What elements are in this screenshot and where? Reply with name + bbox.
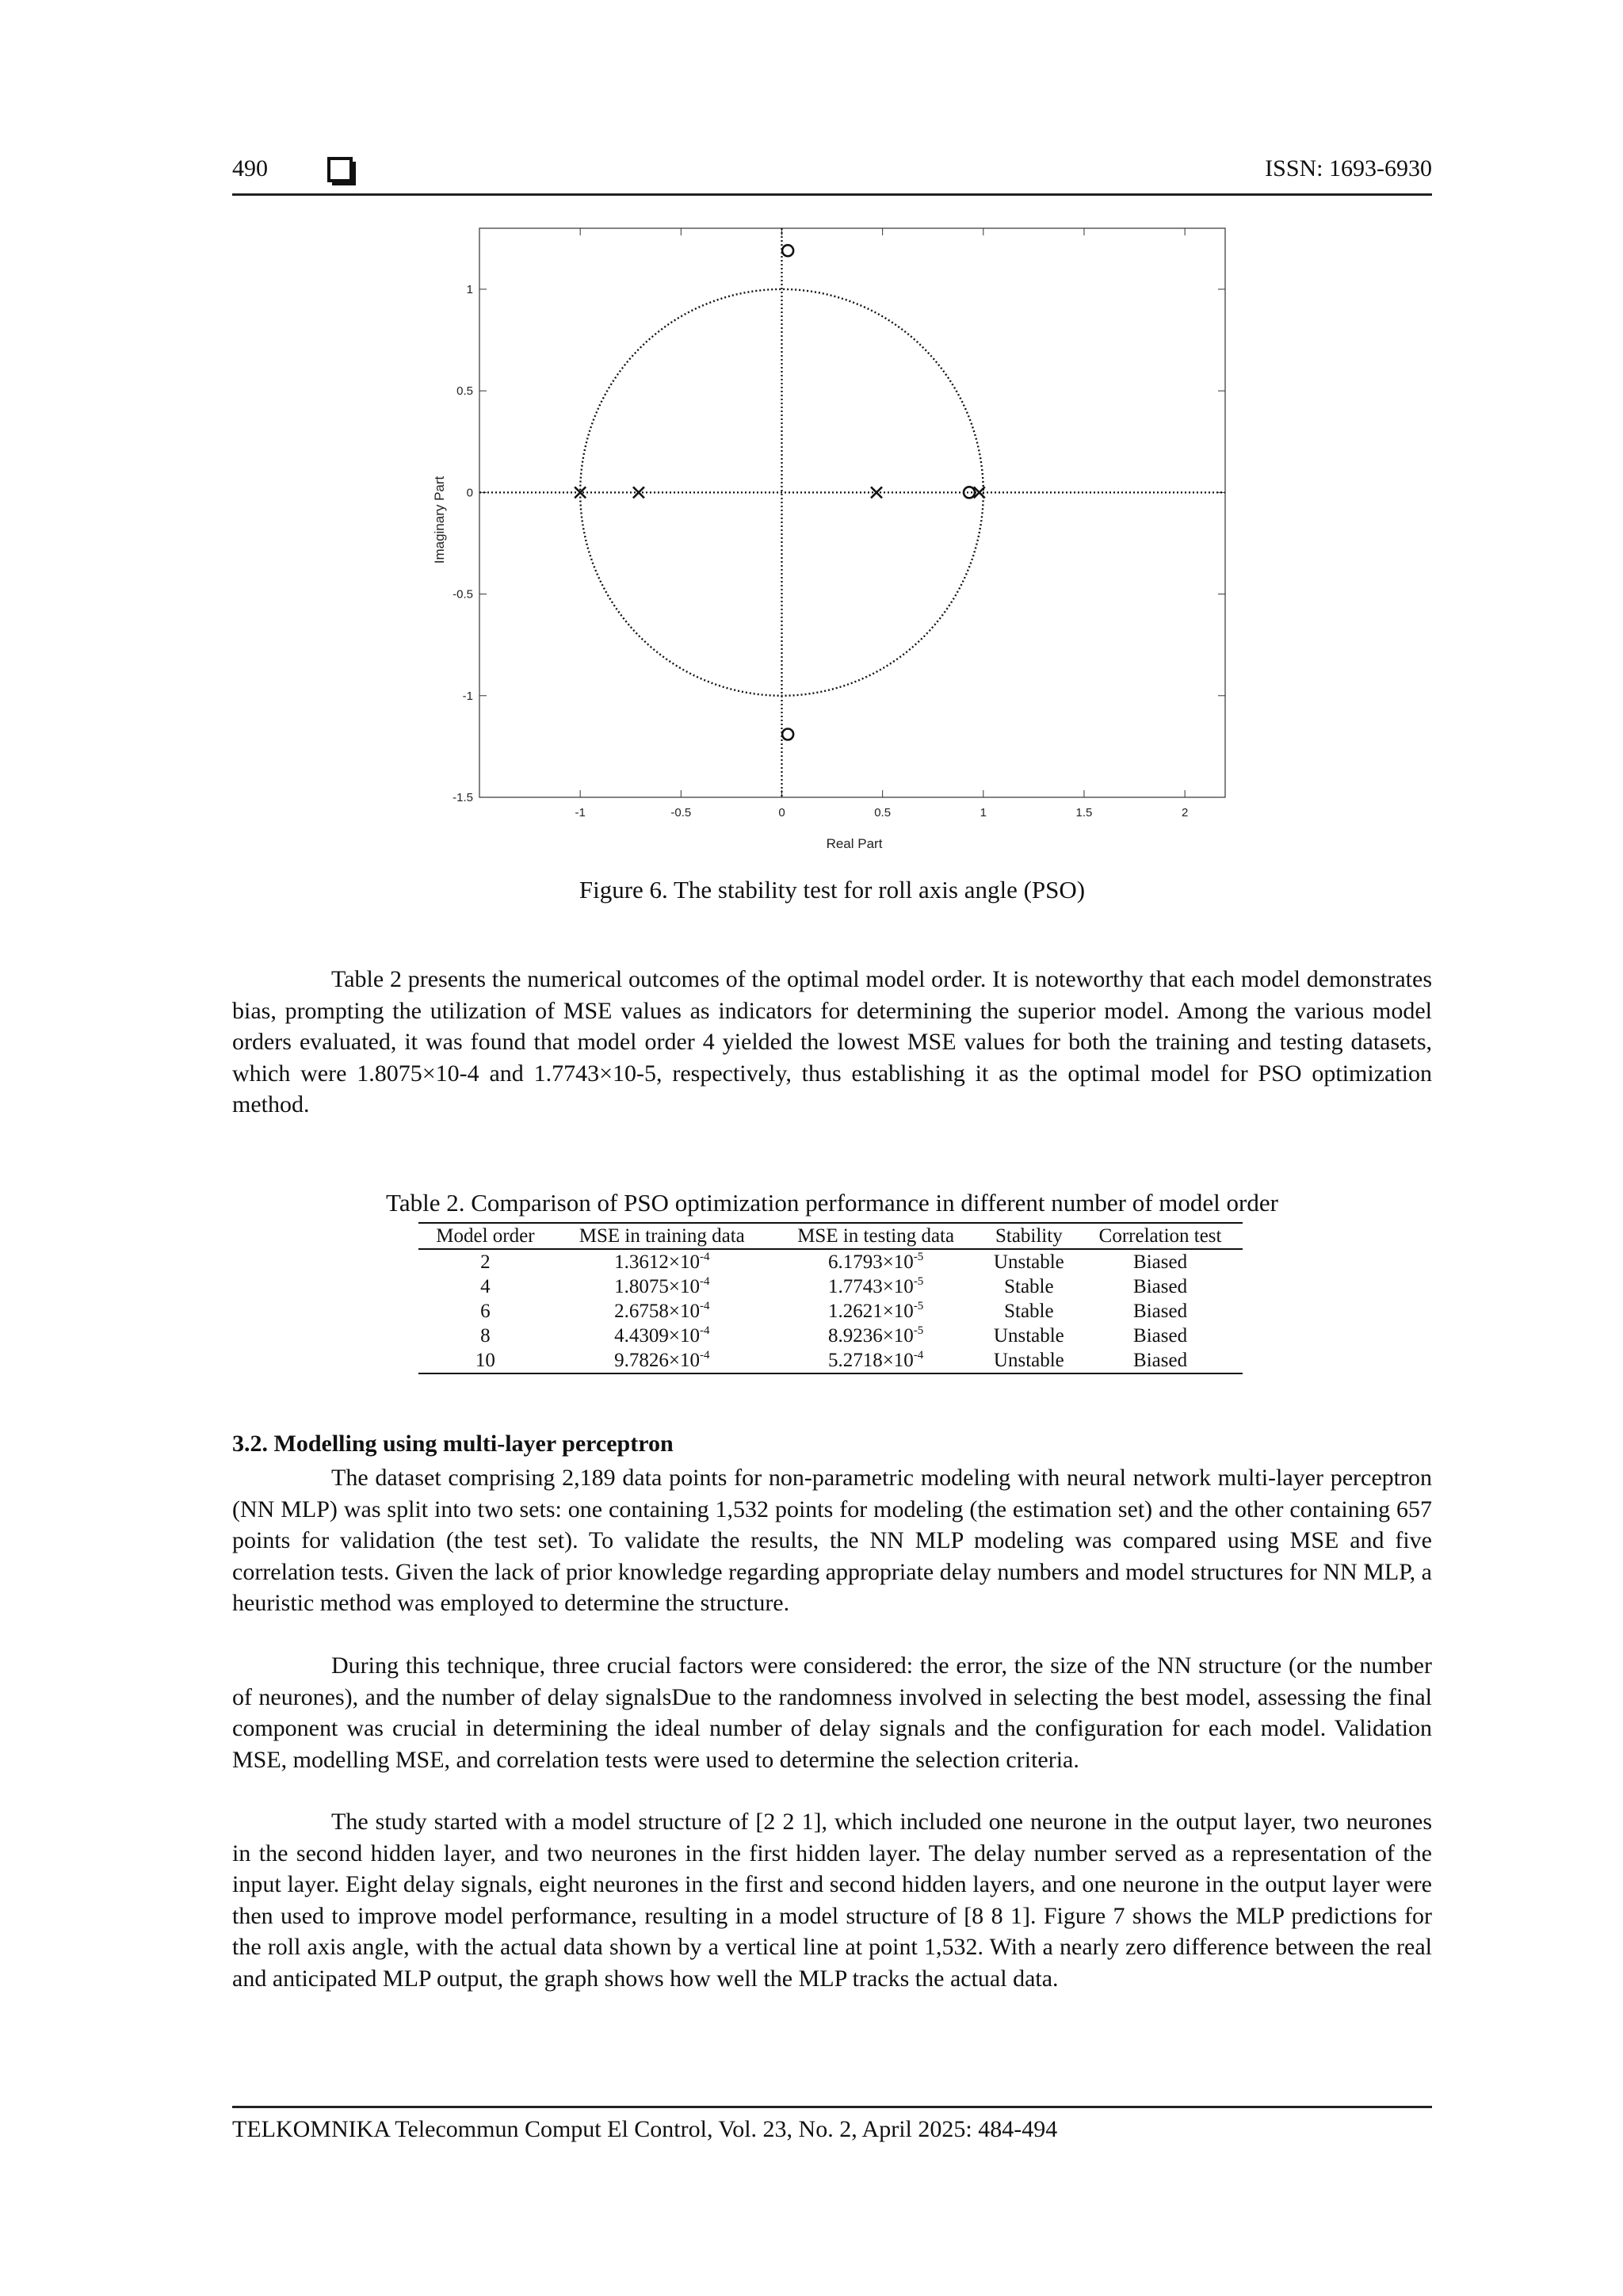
cell-stability: Stable <box>1004 1301 1054 1322</box>
y-tick-label: -1.5 <box>453 791 473 804</box>
x-axis-label: Real Part <box>826 836 883 851</box>
cell-stability: Stable <box>1004 1276 1054 1297</box>
cell-mse-train: $9.7826\times 10^{-4}$ <box>552 1348 772 1373</box>
cell-order: 6 <box>480 1301 491 1322</box>
page-footer: TELKOMNIKA Telecommun Comput El Control, Vol. 23, No. 2, April 2025: 484-494 <box>232 2106 1432 2143</box>
x-tick-label: -0.5 <box>670 806 692 819</box>
cell-stability: Unstable <box>980 1348 1079 1373</box>
page-header <box>232 155 1432 196</box>
x-tick-label: 0.5 <box>874 806 892 819</box>
y-axis-label: Imaginary Part <box>432 476 447 564</box>
cell-mse-test: $6.1793\times 10^{-5}$ <box>827 1251 924 1273</box>
cell-mse-train: $2.6758\times 10^{-4}$ <box>614 1300 710 1322</box>
cell-mse-test: $1.2621\times 10^{-5}$ <box>827 1300 924 1322</box>
cell-correlation: Biased <box>1133 1276 1188 1297</box>
x-tick-label: 1.5 <box>1075 806 1093 819</box>
y-tick-label: 0.5 <box>456 384 473 399</box>
table-row <box>418 1274 1243 1299</box>
table-row <box>418 1299 1243 1324</box>
table-row <box>418 1348 1243 1373</box>
y-tick-label: 0 <box>466 486 473 500</box>
paragraph-technique: During this technique, three crucial factors were considered: the error, the size of the NN structure (or the number of neurones), and the number of delay signalsDue to the randomness involved in selecting the best model, assessing the final component was crucial in determining the ideal number of delay signals and the configuration for each model. Validation MSE, modelling MSE, and correlation tests were used to determine the selection criteria. <box>232 1652 1432 1773</box>
col-correlation: Correlation test <box>1078 1223 1243 1249</box>
section-heading: 3.2. Modelling using multi-layer perceptron <box>232 1431 674 1457</box>
y-tick-label: -0.5 <box>453 587 473 602</box>
col-mse-testing: MSE in testing data <box>772 1223 980 1249</box>
table-row <box>418 1249 1243 1274</box>
x-tick-label: -1 <box>575 806 586 819</box>
cell-mse-test: $8.9236\times 10^{-5}$ <box>827 1324 924 1347</box>
table-header-row <box>418 1223 1243 1249</box>
cell-correlation: Biased <box>1078 1348 1243 1373</box>
paragraph-structure: The study started with a model structure of [2 2 1], which included one neurone in the output layer, two neurones in the second hidden layer, and two neurones in the first hidden layer. The delay number served as a representation of the input layer. Eight delay signals, eight neurones in the first and second hidden layers, and one neurone in the output layer were then used to improve model performance, resulting in a model structure of [8 8 1]. Figure 7 shows the MLP predictions for the roll axis angle, with the actual data shown by a vertical line at point 1,532. With a nearly zero difference between the real and anticipated MLP output, the graph shows how well the MLP tracks the actual data. <box>232 1809 1432 1992</box>
results-table <box>418 1222 1243 1374</box>
paragraph-table-intro: Table 2 presents the numerical outcomes of the optimal model order. It is noteworthy that each model demonstrates bias, prompting the utilization of MSE values as indicators for determining the superior model. Among the various model orders evaluated, it was found that model order 4 yielded the lowest MSE values for both the training and testing datasets, which were 1.8075×10-4 and 1.7743×10-5, respectively, thus establishing it as the optimal model for PSO optimization method. <box>232 966 1432 1117</box>
cell-mse-train: $1.8075\times 10^{-4}$ <box>614 1275 710 1297</box>
cell-stability: Unstable <box>993 1251 1064 1273</box>
cell-mse-test: $1.7743\times 10^{-5}$ <box>827 1275 924 1297</box>
cell-order: 8 <box>480 1325 491 1347</box>
cell-order: 2 <box>480 1251 491 1273</box>
y-tick-label: -1 <box>462 689 473 703</box>
col-stability: Stability <box>980 1223 1079 1249</box>
results-table-wrapper <box>418 1222 1243 1374</box>
cell-correlation: Biased <box>1133 1251 1188 1273</box>
x-tick-label: 1 <box>980 806 987 819</box>
page-number: 490 <box>232 155 268 181</box>
col-model-order: Model order <box>418 1223 552 1249</box>
x-tick-label: 0 <box>778 806 785 819</box>
cell-mse-train: $1.3612\times 10^{-4}$ <box>614 1251 710 1273</box>
table-caption: Table 2. Comparison of PSO optimization performance in different number of model order <box>386 1189 1278 1217</box>
paragraph-dataset: The dataset comprising 2,189 data points for non-parametric modeling with neural network multi-layer perceptron (NN MLP) was split into two sets: one containing 1,532 points for modeling (the estimation set) and the other containing 657 points for validation (the test set). To validate the results, the NN MLP modeling was compared using MSE and five correlation tests. Given the lack of prior knowledge regarding appropriate delay numbers and model structures for NN MLP, a heuristic method was employed to determine the structure. <box>232 1465 1432 1616</box>
pole-zero-plot <box>428 220 1244 854</box>
cell-order: 4 <box>480 1276 491 1297</box>
cell-stability: Unstable <box>993 1325 1064 1347</box>
issn-label: ISSN: 1693-6930 <box>1265 155 1432 181</box>
checkbox-square-icon <box>327 157 353 182</box>
cell-mse-train: $4.4309\times 10^{-4}$ <box>614 1324 710 1347</box>
cell-mse-test: $5.2718\times 10^{-4}$ <box>772 1348 980 1373</box>
figure-caption: Figure 6. The stability test for roll axis angle (PSO) <box>579 876 1086 904</box>
pole-zero-figure <box>428 220 1244 854</box>
cell-order: 10 <box>418 1348 552 1373</box>
y-tick-label: 1 <box>466 282 473 296</box>
cell-correlation: Biased <box>1133 1325 1188 1347</box>
table-row <box>418 1324 1243 1348</box>
x-tick-label: 2 <box>1181 806 1189 819</box>
col-mse-training: MSE in training data <box>552 1223 772 1249</box>
cell-correlation: Biased <box>1133 1301 1188 1322</box>
plot-frame <box>479 228 1225 797</box>
